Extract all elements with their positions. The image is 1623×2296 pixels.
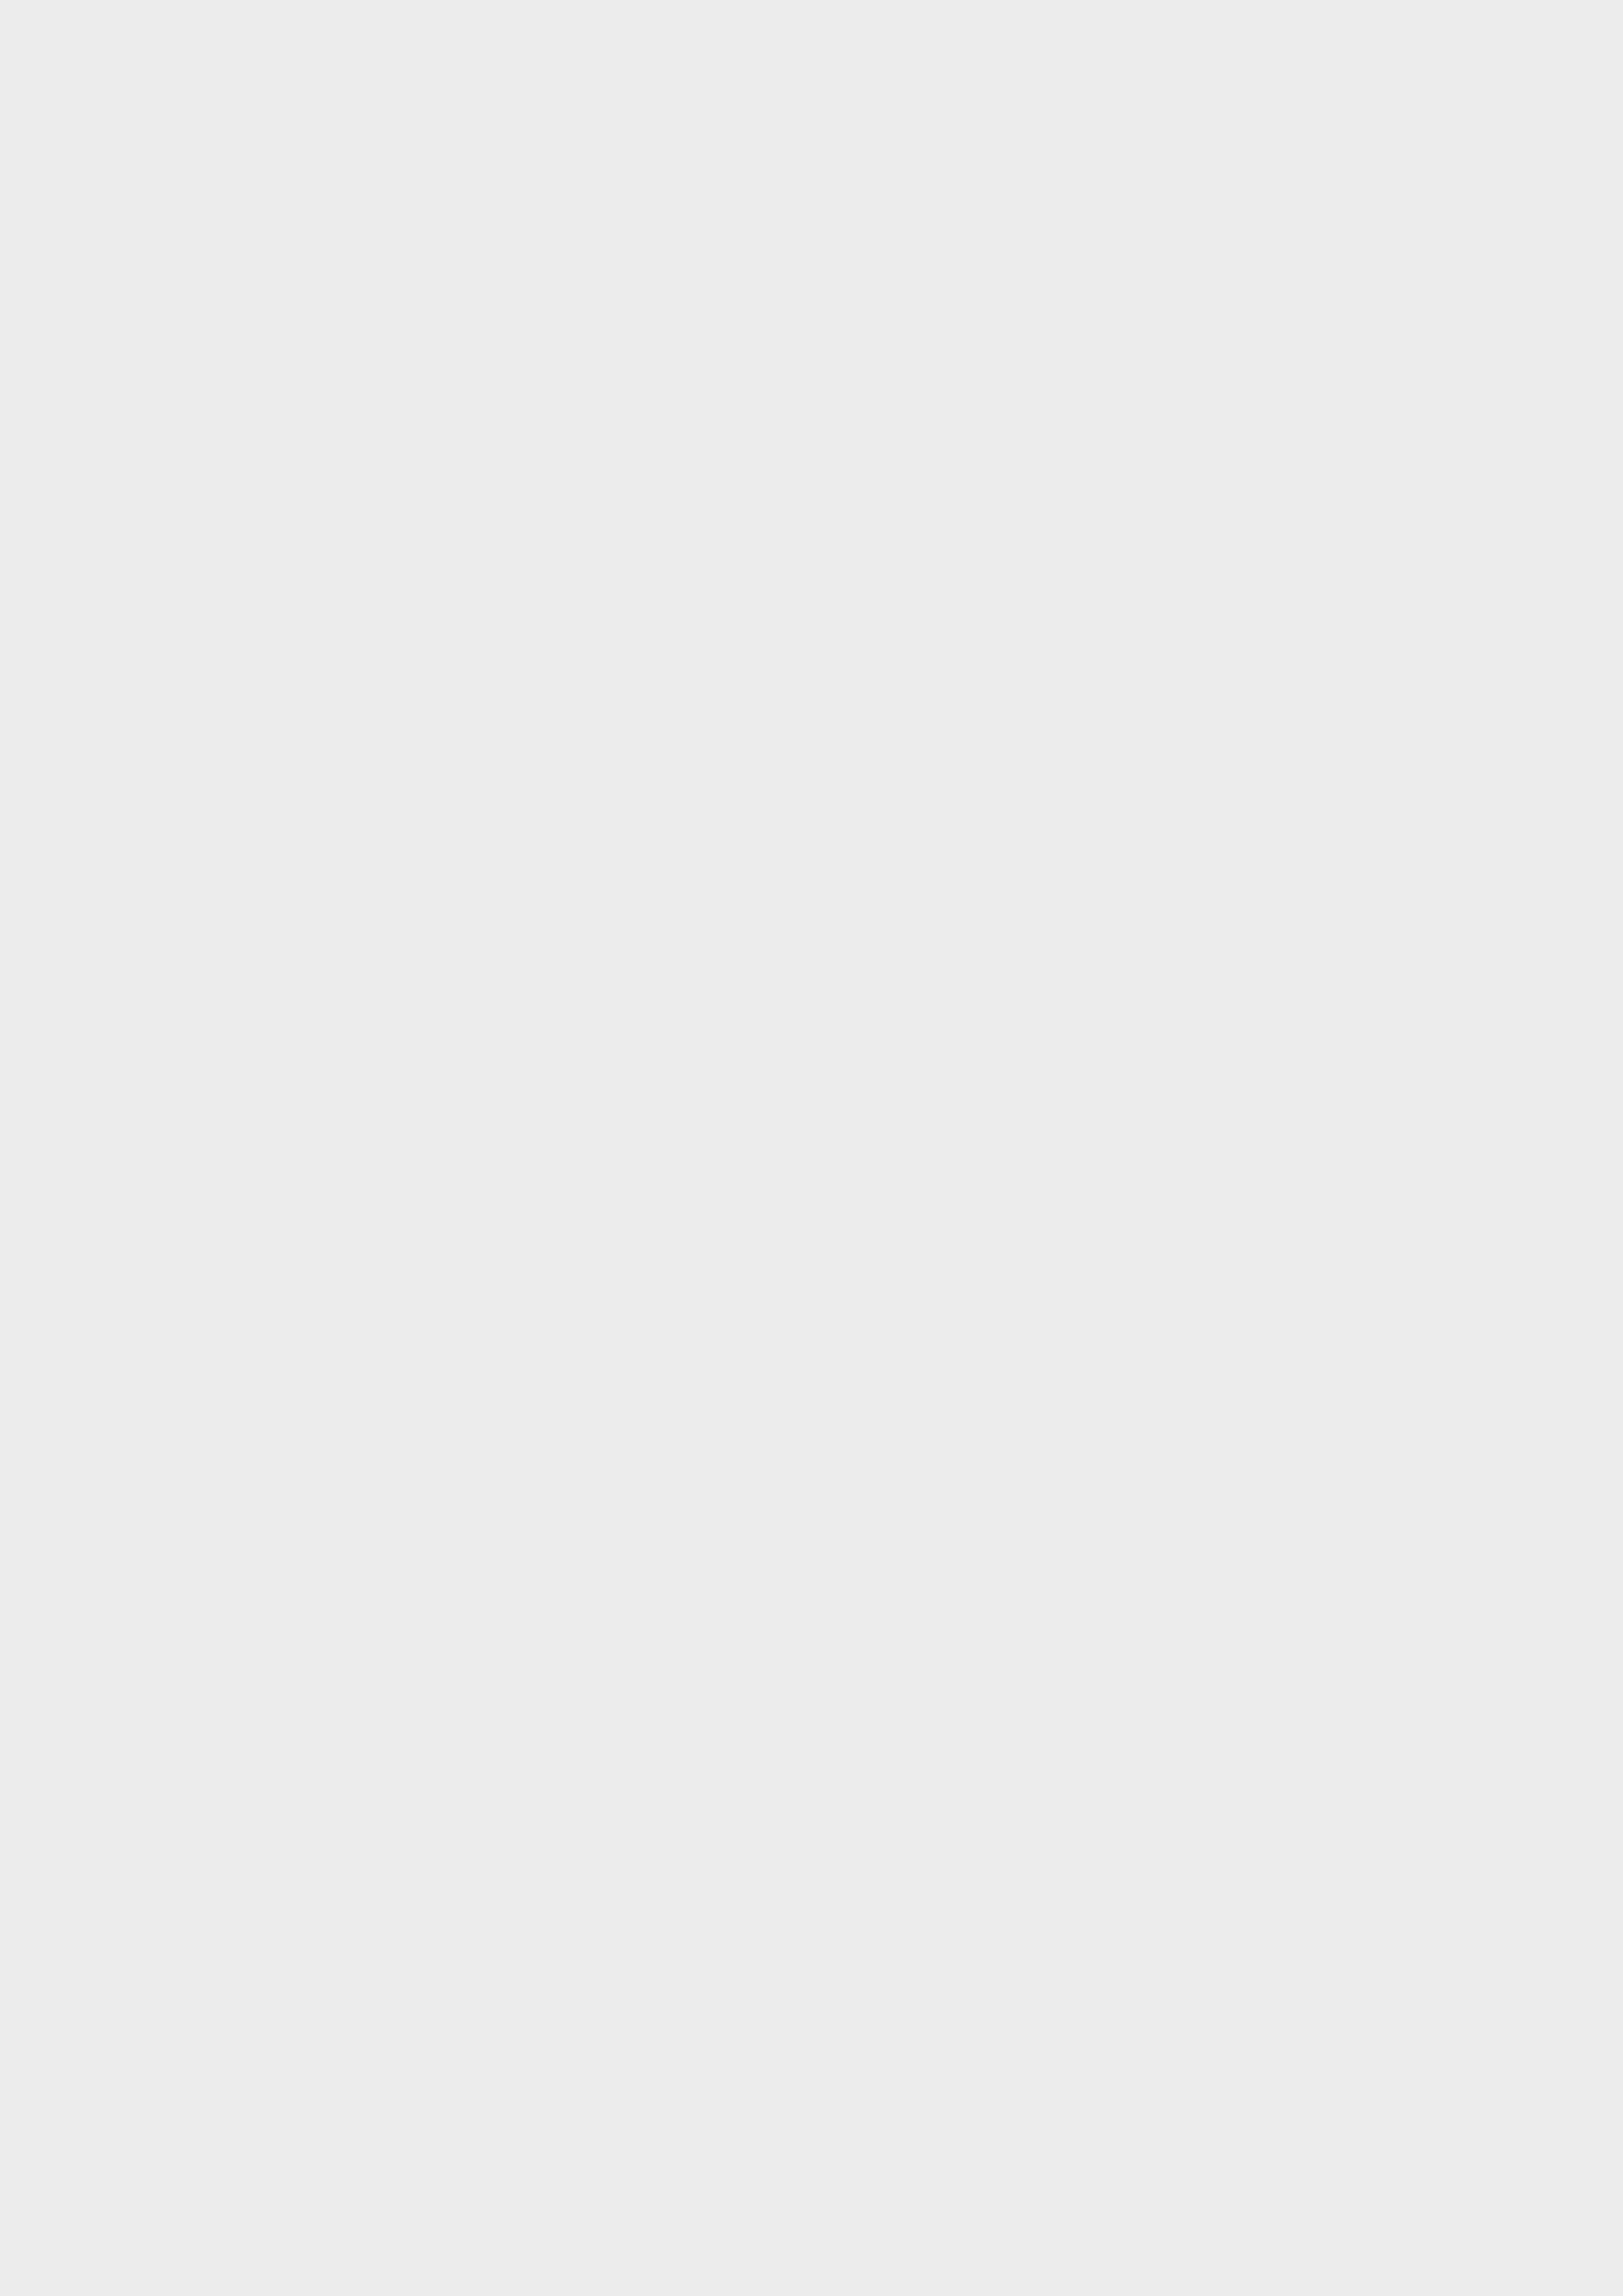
document-body — [192, 224, 1508, 249]
